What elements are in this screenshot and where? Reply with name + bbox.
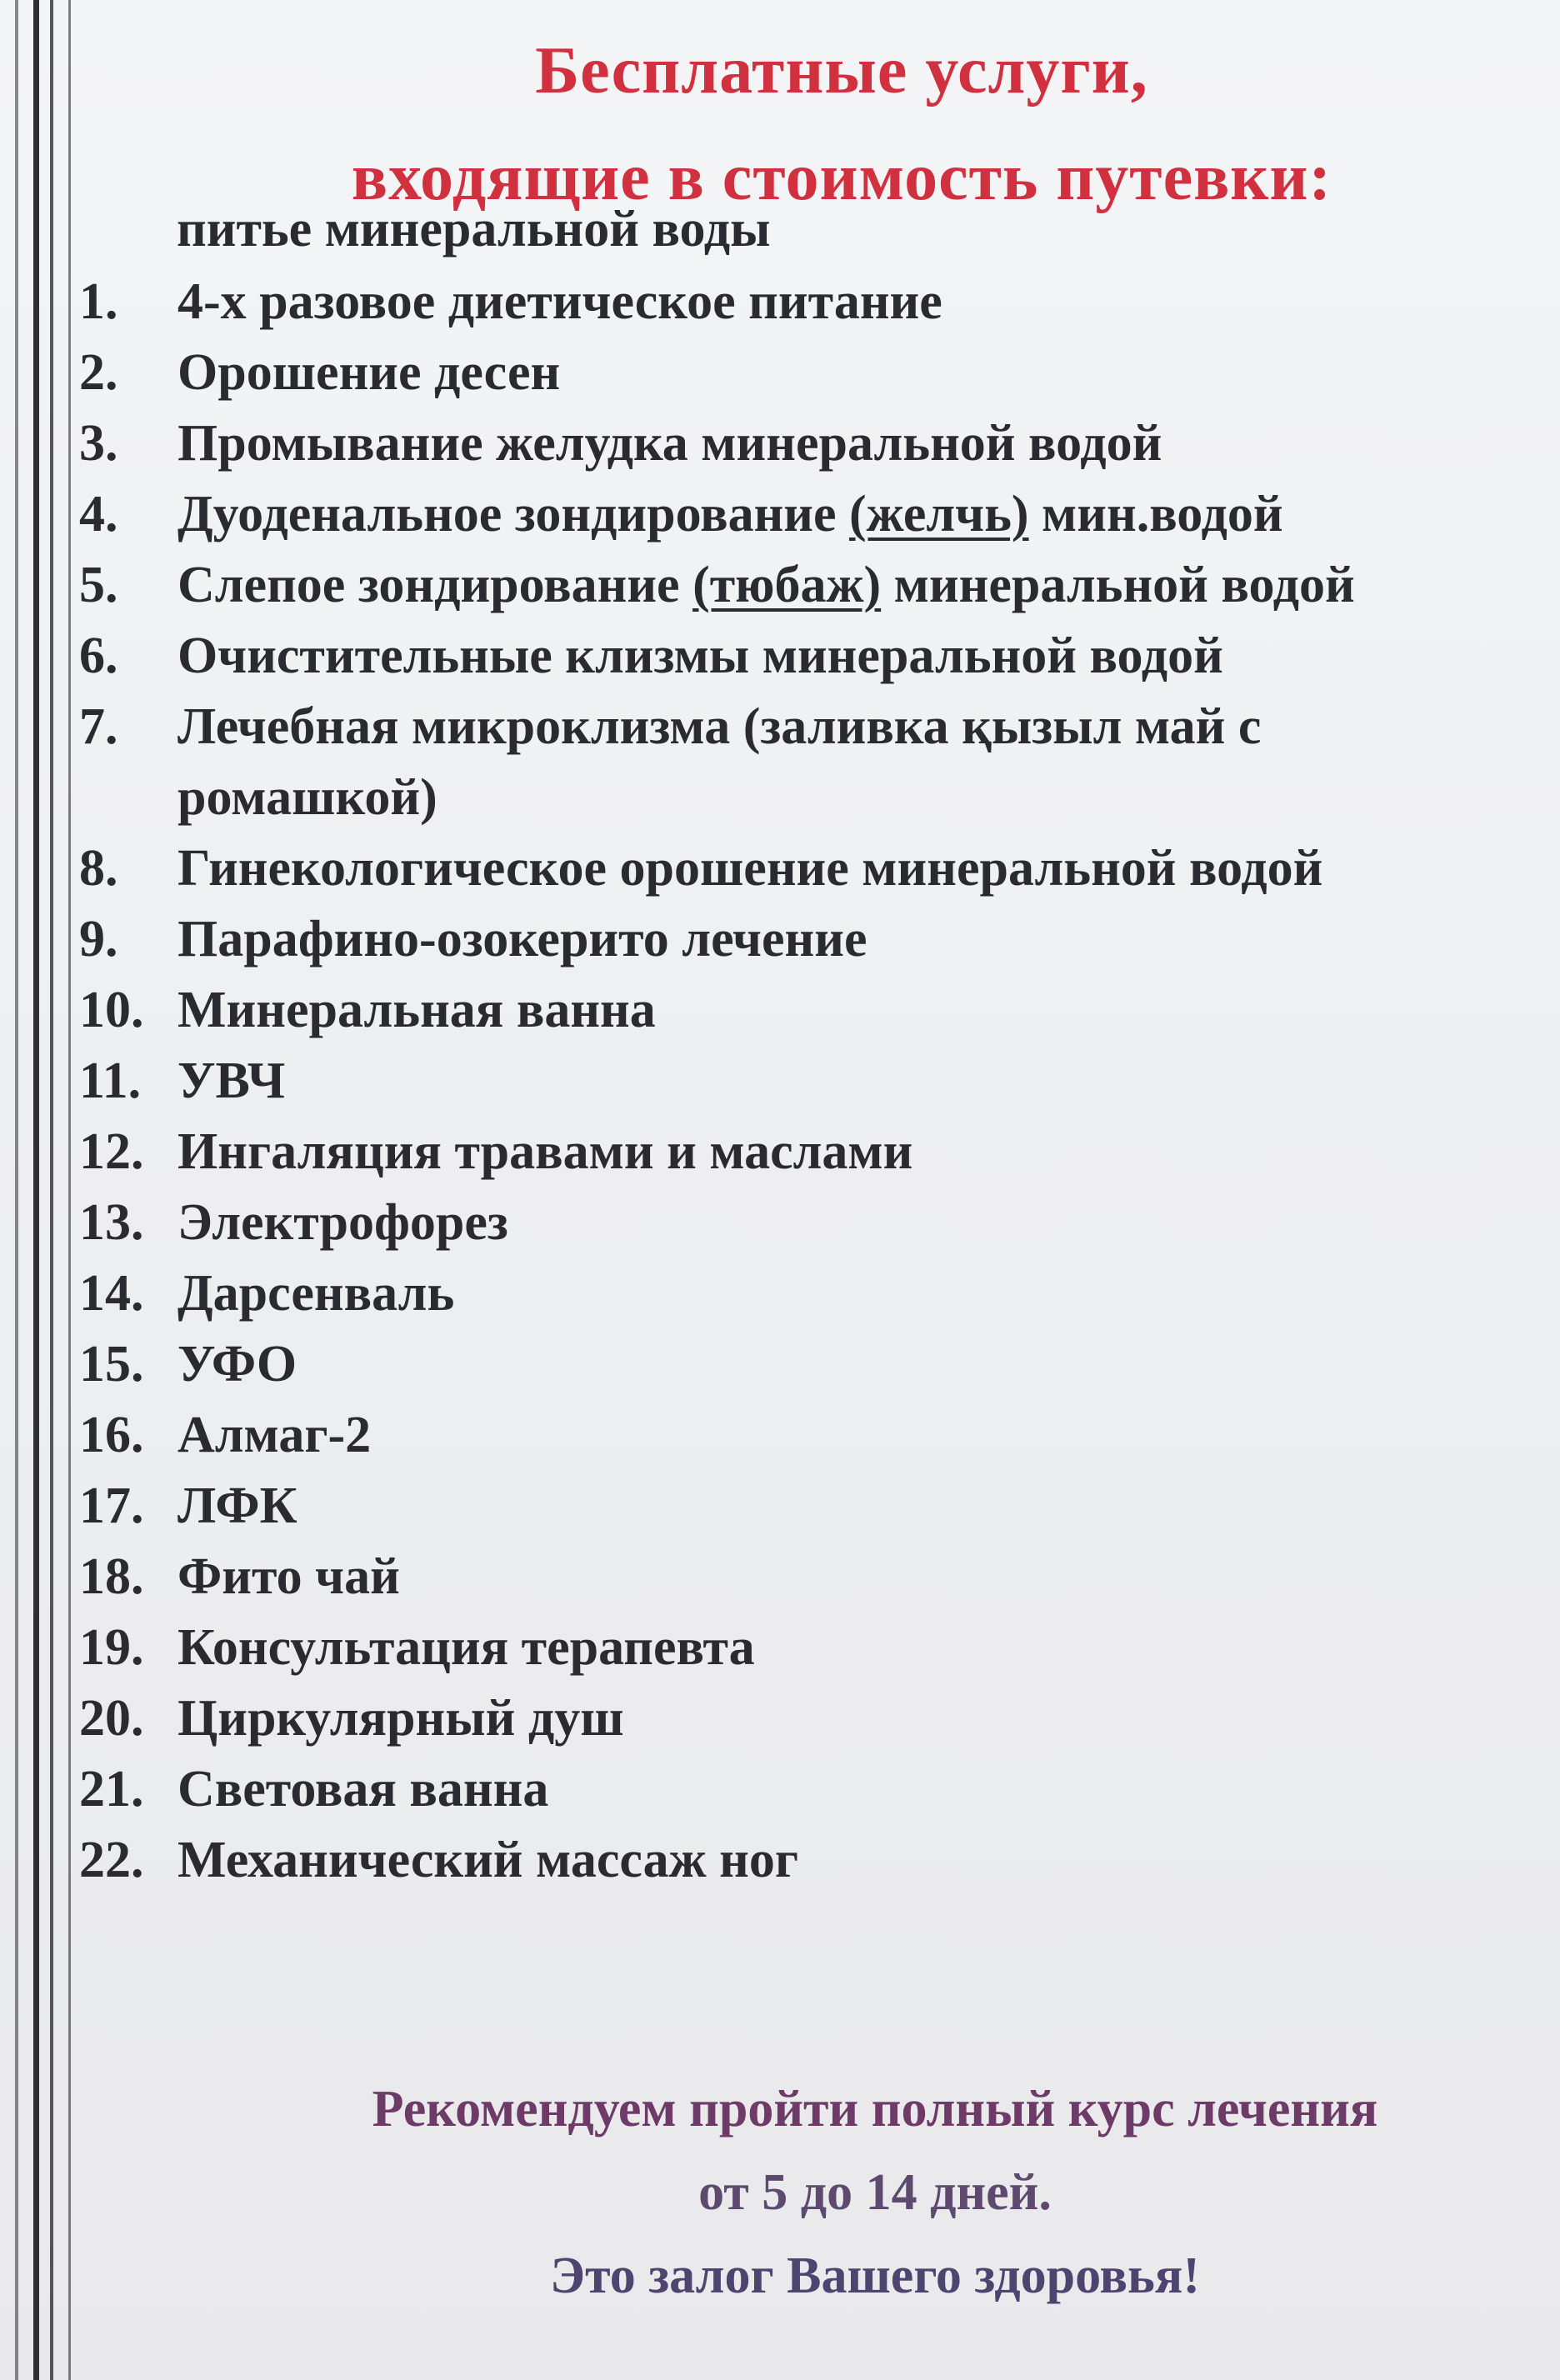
service-text: минеральной водой [881, 557, 1355, 613]
service-text: УВЧ [178, 1052, 286, 1109]
service-item [79, 904, 1546, 975]
service-item [79, 1188, 1546, 1258]
service-number: 10. [79, 982, 144, 1038]
service-item [79, 267, 1546, 338]
service-text: Фито чай [178, 1548, 400, 1605]
service-number: 8. [79, 840, 118, 897]
service-text: Электрофорез [178, 1194, 508, 1251]
service-item [79, 1825, 1546, 1896]
service-item [79, 1046, 1546, 1117]
service-number: 1. [79, 273, 118, 330]
service-text: Световая ванна [178, 1761, 549, 1818]
service-number: 7. [79, 698, 118, 755]
service-text: Механический массаж ног [178, 1832, 798, 1888]
frame-border-line [33, 0, 39, 2380]
service-text: 4-х разовое диетическое питание [178, 273, 942, 330]
service-number: 11. [79, 1052, 142, 1109]
service-item [79, 692, 1511, 833]
service-item [79, 338, 1546, 408]
service-number: 12. [79, 1123, 144, 1180]
service-number: 9. [79, 911, 118, 968]
service-item [79, 621, 1546, 692]
service-number: 21. [79, 1761, 144, 1818]
service-text: Циркулярный душ [178, 1690, 624, 1747]
service-underlined-text: (желчь) [849, 486, 1029, 542]
service-item [79, 408, 1546, 479]
service-item [79, 550, 1546, 621]
service-item [79, 833, 1546, 904]
frame-border-line [15, 0, 18, 2380]
service-item [79, 479, 1546, 550]
service-number: 4. [79, 486, 118, 542]
service-number: 18. [79, 1548, 144, 1605]
service-text: Дуоденальное зондирование [178, 486, 850, 542]
service-number: 17. [79, 1478, 144, 1534]
service-text: мин.водой [1028, 486, 1283, 542]
service-number: 3. [79, 415, 118, 472]
service-text: Ингаляция травами и маслами [178, 1123, 913, 1180]
service-number: 2. [79, 344, 118, 401]
service-number: 19. [79, 1619, 144, 1676]
service-number: 5. [79, 557, 118, 613]
service-number: 22. [79, 1832, 144, 1888]
service-number: 20. [79, 1690, 144, 1747]
service-text: Орошение десен [178, 344, 561, 401]
frame-border-line [68, 0, 71, 2380]
title-line-1: Бесплатные услуги, [535, 34, 1148, 108]
service-text: Гинекологическое орошение минеральной водой [178, 840, 1323, 897]
service-text: Алмаг-2 [178, 1407, 372, 1463]
service-text: Промывание желудка минеральной водой [178, 415, 1162, 472]
service-item [79, 1117, 1546, 1188]
service-number: 14. [79, 1265, 144, 1322]
service-item [79, 1471, 1546, 1542]
recommendation-line-2: от 5 до 14 дней. [698, 2164, 1052, 2221]
recommendation-line-1: Рекомендуем пройти полный курс лечения [372, 2081, 1378, 2138]
service-item [79, 1329, 1546, 1400]
service-text: УФО [178, 1336, 298, 1392]
service-number: 15. [79, 1336, 144, 1392]
service-text: Консультация терапевта [178, 1619, 755, 1676]
services-list [79, 267, 1546, 1896]
service-underlined-text: (тюбаж) [692, 557, 882, 613]
service-number: 6. [79, 628, 118, 684]
service-number: 16. [79, 1407, 144, 1463]
service-text: Минеральная ванна [178, 982, 656, 1038]
recommendation-line-3: Это залог Вашего здоровья! [550, 2248, 1200, 2304]
service-item [79, 1754, 1546, 1825]
service-text: ЛФК [178, 1478, 298, 1534]
service-text: Дарсенваль [178, 1265, 455, 1322]
service-item [79, 1612, 1546, 1683]
service-item [79, 1400, 1546, 1471]
intro-text: питье минеральной воды [177, 201, 771, 258]
service-text: Лечебная микроклизма (заливка қызыл май с ромашкой) [178, 698, 1262, 826]
title-line-2: входящие в стоимость путевки: [351, 141, 1332, 214]
service-item [79, 1542, 1546, 1612]
frame-border-line [50, 0, 53, 2380]
service-item [79, 1683, 1546, 1754]
service-item [79, 1258, 1546, 1329]
service-number: 13. [79, 1194, 144, 1251]
service-text: Слепое зондирование [178, 557, 693, 613]
service-text: Парафино-озокерито лечение [178, 911, 868, 968]
service-text: Очистительные клизмы минеральной водой [178, 628, 1223, 684]
service-item [79, 975, 1546, 1046]
